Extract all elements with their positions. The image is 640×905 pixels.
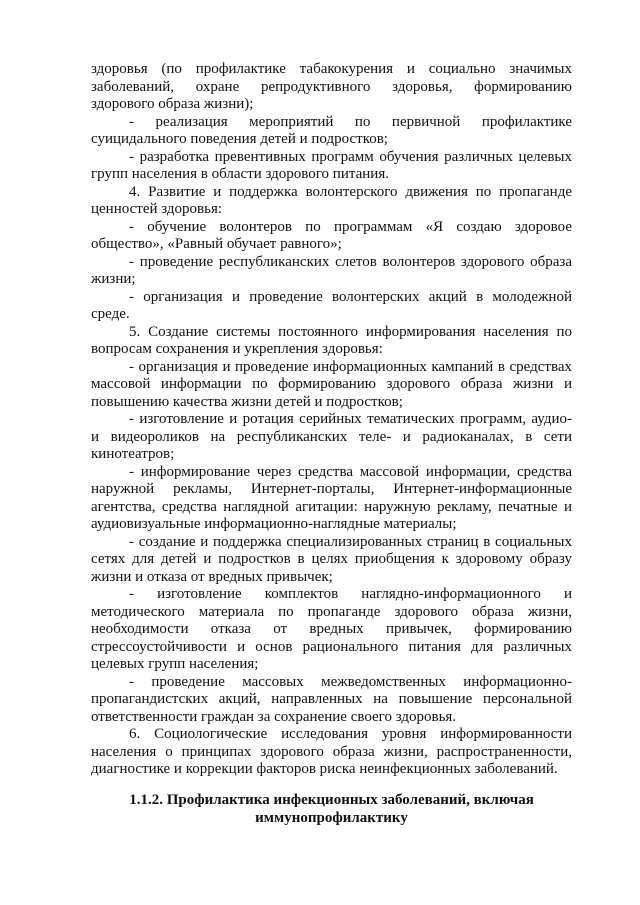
- heading-line: иммунопрофилактику: [255, 809, 408, 826]
- list-item-social-media-pages: [91, 534, 572, 587]
- list-item-video-production: [91, 411, 572, 464]
- text-line: заболеваний, охране репродуктивного здоровья, формированию: [91, 78, 572, 95]
- text-line: общество», «Равный обучает равного»;: [91, 236, 342, 252]
- section-6-sociological-research: [91, 726, 572, 779]
- text-line: наружной рекламы, Интернет-порталы, Интернет-информационные: [91, 481, 572, 497]
- text-line: - разработка превентивных программ обучения различных целевых: [129, 148, 572, 165]
- text-line: - проведение массовых межведомственных информационно-: [129, 673, 572, 690]
- text-line: повышению качества жизни детей и подростков;: [91, 393, 403, 410]
- text-line: и видеороликов на республиканских теле- и радиоканалах, в сети: [91, 428, 572, 445]
- text-line: целевых групп населения;: [91, 656, 259, 672]
- list-item-nutrition-programs: [91, 149, 572, 184]
- list-item-media-informing: [91, 464, 572, 534]
- text-line: - информирование через средства массовой информации, средства: [129, 463, 572, 480]
- text-line: - реализация мероприятий по первичной профилактике: [129, 113, 572, 130]
- text-line: - обучение волонтеров по программам «Я создаю здоровое: [129, 218, 572, 235]
- text-line: диагностике и коррекции факторов риска неинфекционных заболеваний.: [91, 761, 558, 777]
- list-item-volunteer-rallies: [91, 254, 572, 289]
- list-item-volunteer-training: [91, 219, 572, 254]
- text-line: - создание и поддержка специализированных страниц в социальных: [129, 533, 572, 550]
- document-page: [91, 61, 572, 827]
- section-4-volunteer-movement: [91, 184, 572, 219]
- text-line: здорового образа жизни);: [91, 96, 254, 112]
- text-line: - проведение республиканских слетов волонтеров здорового образа: [129, 253, 572, 270]
- heading-line: 1.1.2. Профилактика инфекционных заболеваний, включая: [129, 791, 534, 808]
- list-item-interagency-actions: [91, 674, 572, 727]
- text-line: - организация и проведение волонтерских акций в молодежной: [129, 288, 572, 305]
- list-item-volunteer-actions: [91, 289, 572, 324]
- text-line: 5. Создание системы постоянного информирования населения по: [129, 323, 572, 340]
- paragraph-continued-text: [91, 61, 572, 114]
- text-line: стрессоустойчивости и основ рационального питания для различных: [91, 638, 572, 655]
- text-line: массовой информации по формированию здорового образа жизни и: [91, 376, 572, 392]
- text-line: вопросам сохранения и укрепления здоровья:: [91, 341, 383, 357]
- text-line: ответственности граждан за сохранение своего здоровья.: [91, 708, 457, 725]
- list-item-media-campaigns: [91, 359, 572, 412]
- text-line: здоровья (по профилактике табакокурения и социально значимых: [91, 61, 572, 77]
- text-line: - изготовление и ротация серийных тематических программ, аудио-: [129, 411, 572, 427]
- text-line: сетях для детей и подростков в целях приобщения к здоровому образу: [91, 551, 572, 567]
- text-line: 4. Развитие и поддержка волонтерского движения по пропаганде: [129, 183, 572, 200]
- list-item-suicide-prevention: [91, 114, 572, 149]
- text-line: жизни и отказа от вредных привычек;: [91, 568, 333, 585]
- text-line: - изготовление комплектов наглядно-информационного и: [129, 586, 572, 602]
- text-line: аудиовизуальные информационно-наглядные материалы;: [91, 516, 457, 532]
- text-line: агентства, средства наглядной агитации: наружную рекламу, печатные и: [91, 498, 572, 515]
- text-line: пропагандистских акций, направленных на повышение персональной: [91, 691, 572, 707]
- text-line: кинотеатров;: [91, 446, 175, 462]
- section-heading-1-1-2: [91, 791, 572, 827]
- text-line: - организация и проведение информационных кампаний в средствах: [129, 358, 572, 375]
- text-line: ценностей здоровья:: [91, 201, 223, 217]
- text-line: суицидального поведения детей и подростков;: [91, 131, 388, 147]
- list-item-visual-materials: [91, 586, 572, 674]
- text-line: необходимости отказа от вредных привычек, формированию: [91, 621, 572, 637]
- text-line: 6. Социологические исследования уровня информированности: [129, 726, 572, 742]
- text-line: населения о принципах здорового образа жизни, распространенности,: [91, 743, 572, 760]
- text-line: методического материала по пропаганде здорового образа жизни,: [91, 603, 572, 620]
- text-line: жизни;: [91, 271, 136, 287]
- text-line: среде.: [91, 306, 130, 322]
- section-5-public-information: [91, 324, 572, 359]
- text-line: групп населения в области здорового питания.: [91, 166, 389, 182]
